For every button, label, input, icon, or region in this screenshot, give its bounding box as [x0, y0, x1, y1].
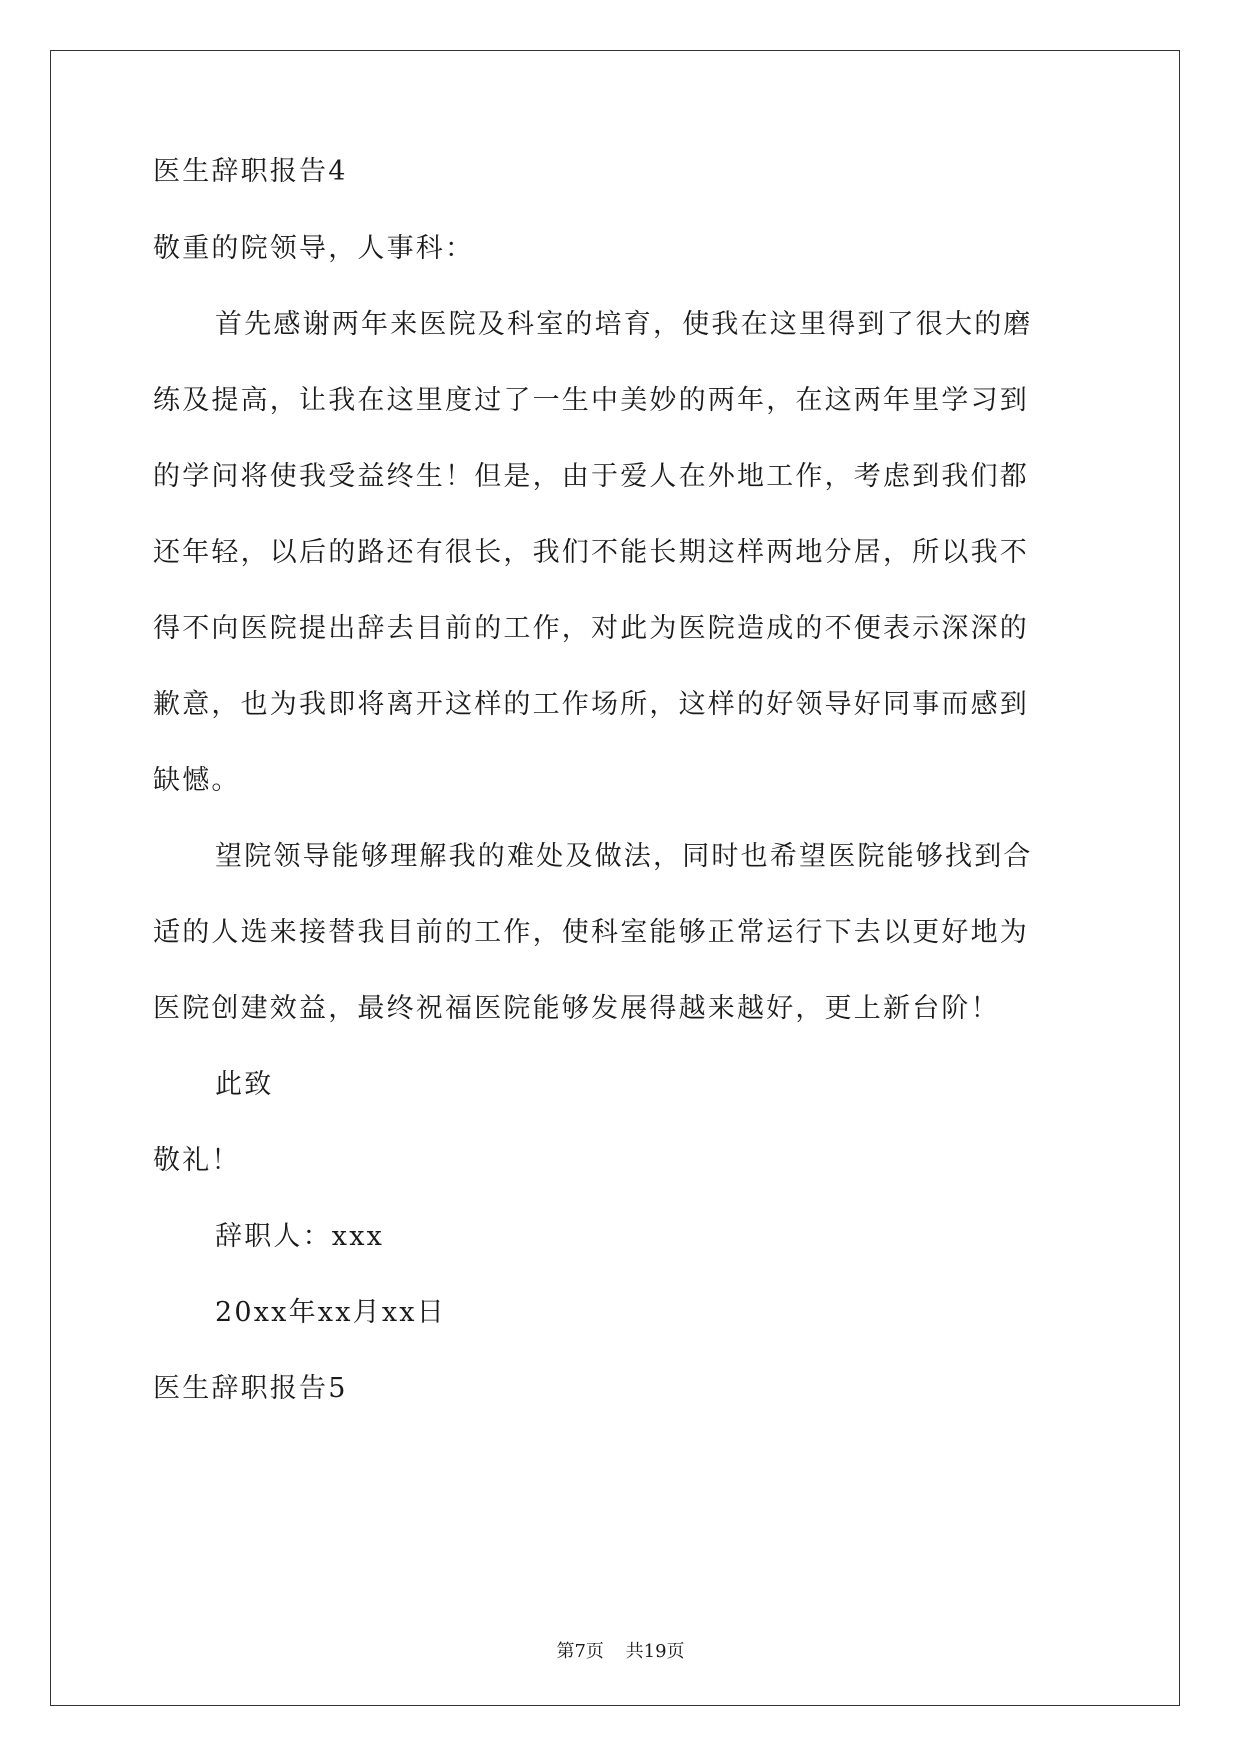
page-total: 共19页	[625, 1641, 685, 1662]
body-line: 歉意，也为我即将离开这样的工作场所，这样的好领导好同事而感到	[153, 689, 1029, 720]
body-line: 首先感谢两年来医院及科室的培育，使我在这里得到了很大的磨	[215, 309, 1033, 340]
regards: 敬礼！	[153, 1145, 241, 1176]
section-title: 医生辞职报告4	[153, 156, 348, 187]
body-line: 的学问将使我受益终生！但是，由于爱人在外地工作，考虑到我们都	[153, 461, 1029, 492]
date: 20xx年xx月xx日	[215, 1297, 446, 1328]
closing: 此致	[215, 1069, 274, 1100]
body-line: 练及提高，让我在这里度过了一生中美妙的两年，在这两年里学习到	[153, 385, 1029, 416]
body-line: 得不向医院提出辞去目前的工作，对此为医院造成的不便表示深深的	[153, 613, 1029, 644]
body-line: 医院创建效益，最终祝福医院能够发展得越来越好，更上新台阶！	[153, 993, 1000, 1024]
page-footer	[0, 1640, 1241, 1664]
page-border	[50, 50, 1180, 1706]
section-title: 医生辞职报告5	[153, 1373, 348, 1404]
page-number: 第7页	[556, 1641, 604, 1662]
salutation: 敬重的院领导，人事科：	[153, 233, 475, 264]
body-line: 缺憾。	[153, 765, 241, 796]
body-line: 望院领导能够理解我的难处及做法，同时也希望医院能够找到合	[215, 841, 1033, 872]
signature: 辞职人：xxx	[215, 1221, 385, 1252]
body-line: 适的人选来接替我目前的工作，使科室能够正常运行下去以更好地为	[153, 917, 1029, 948]
body-line: 还年轻，以后的路还有很长，我们不能长期这样两地分居，所以我不	[153, 537, 1029, 568]
